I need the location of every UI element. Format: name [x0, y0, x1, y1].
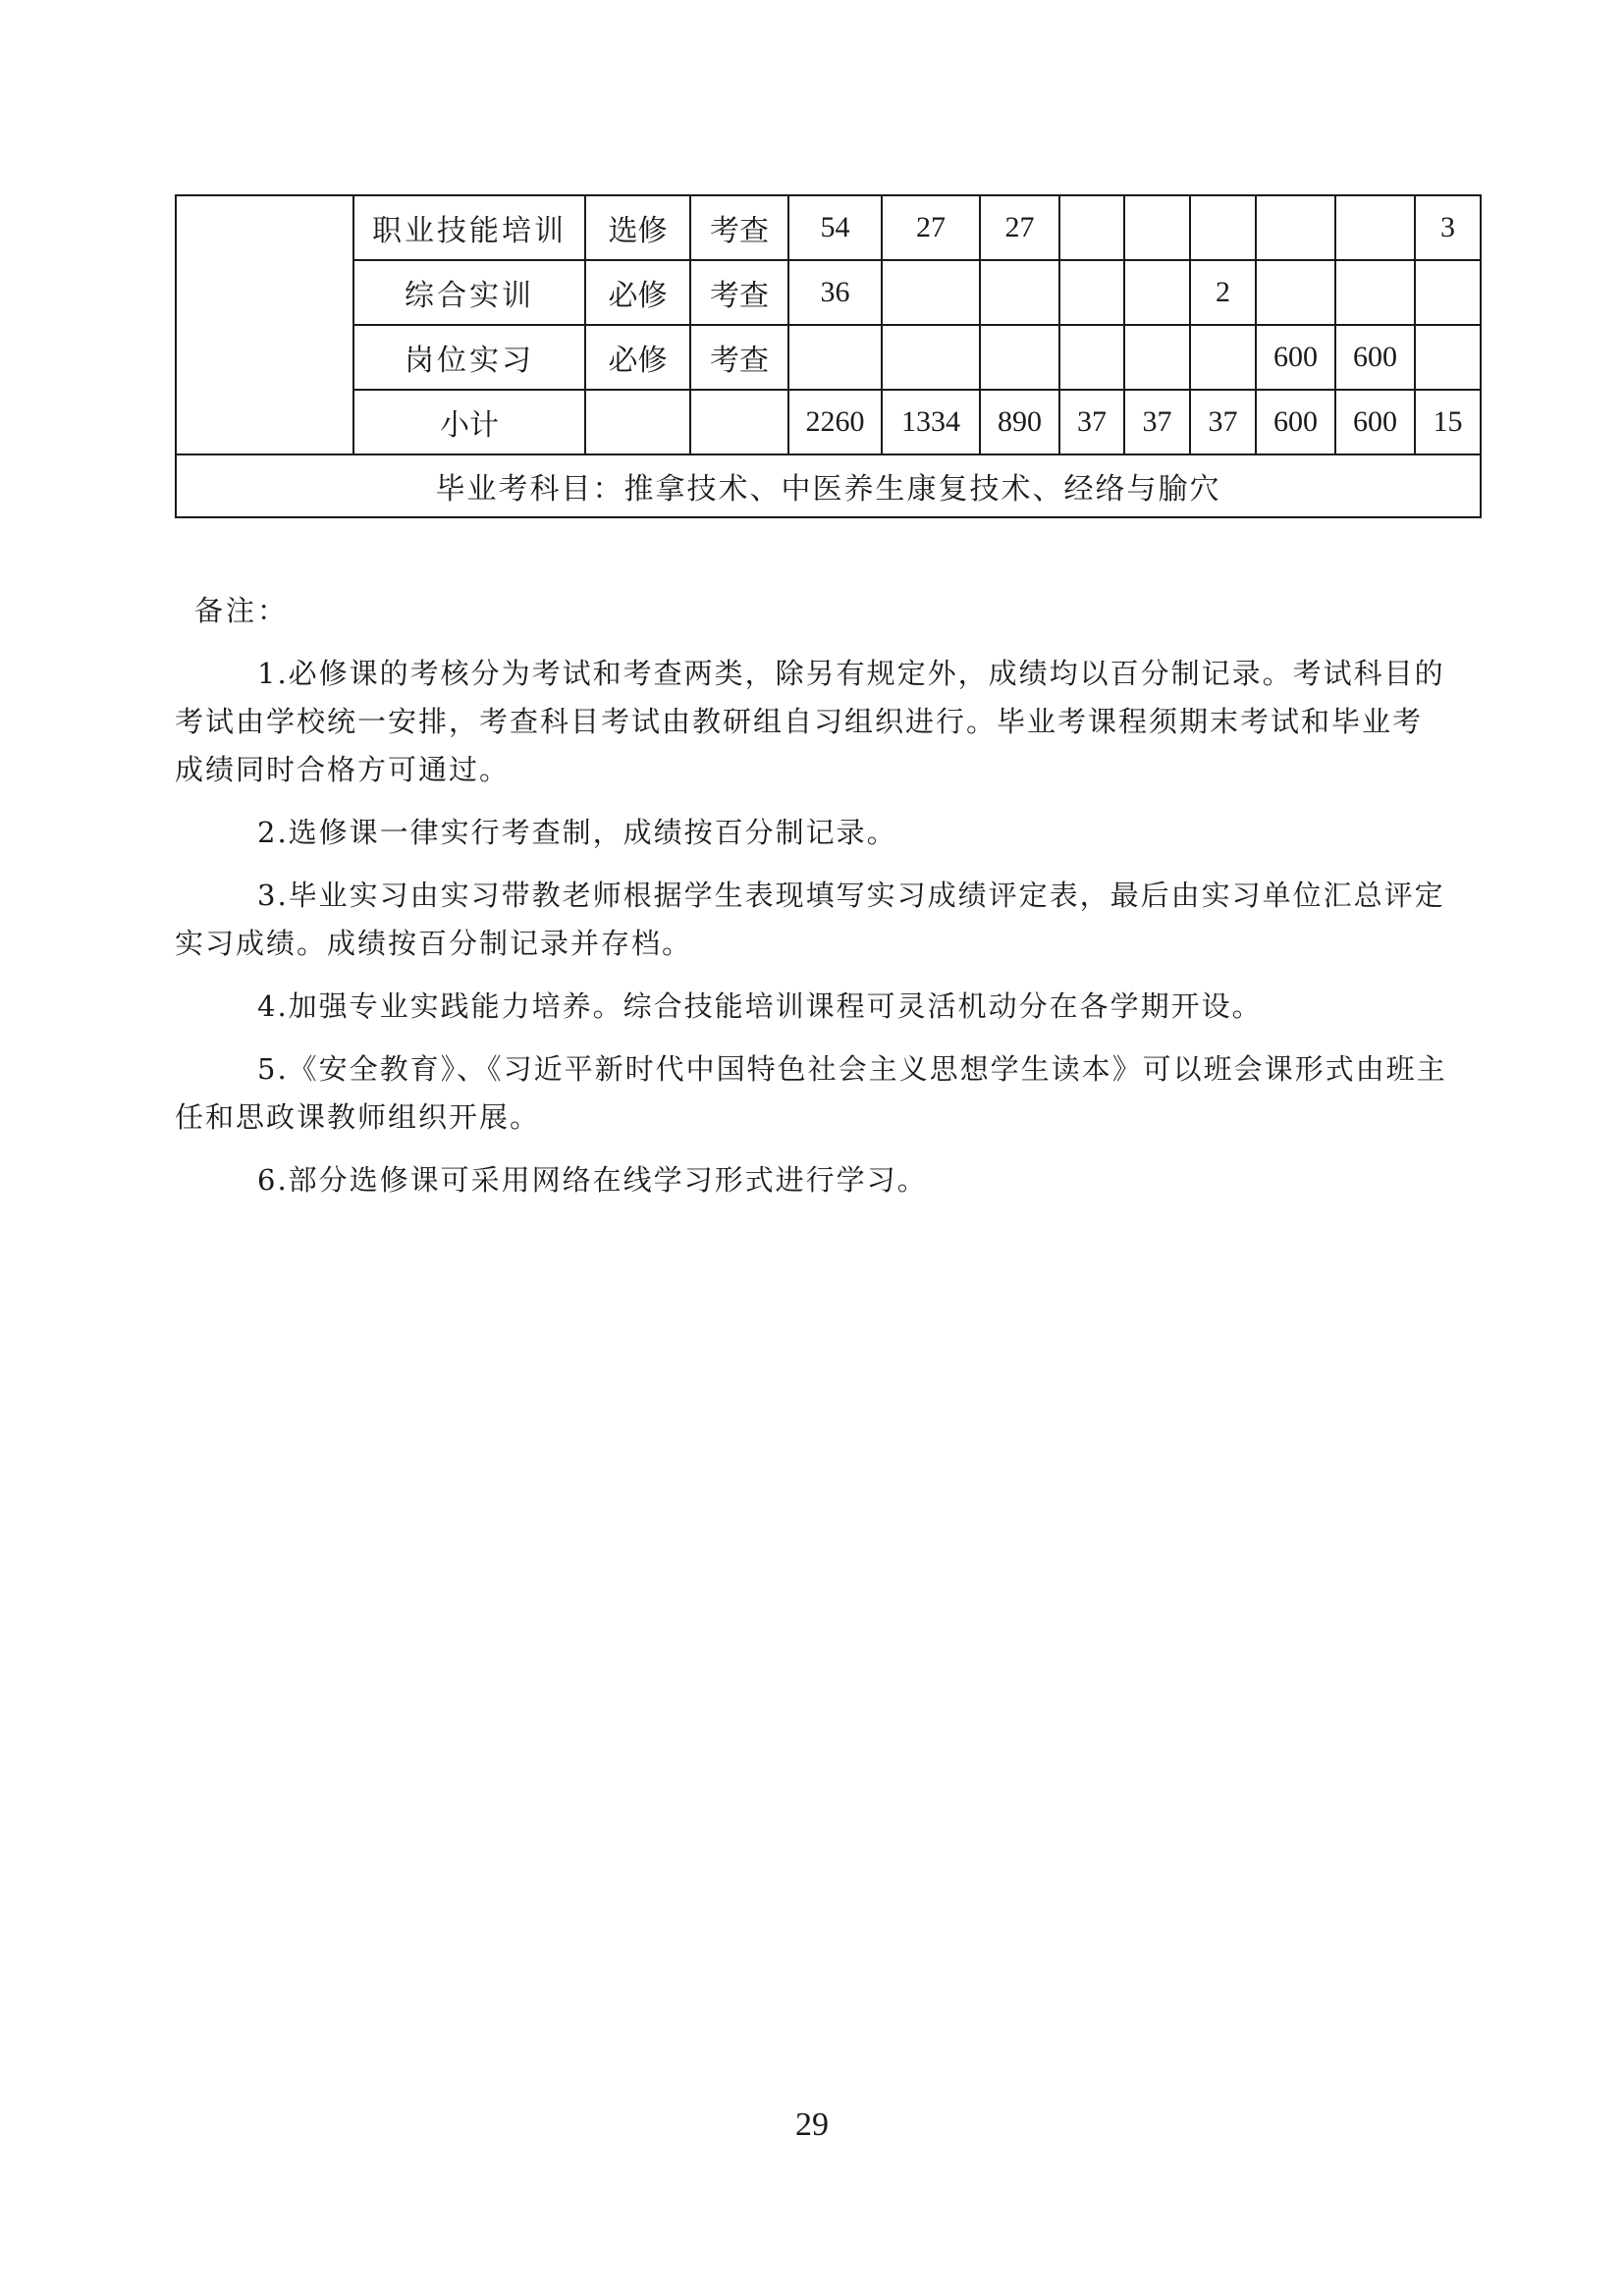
semester-6-cell: 3 [1415, 195, 1481, 260]
theory-hours-cell [882, 325, 980, 390]
semester-1-cell [1059, 260, 1124, 325]
semester-6-cell [1415, 260, 1481, 325]
assessment-cell: 考查 [690, 325, 788, 390]
semester-5-cell [1335, 195, 1415, 260]
assessment-cell: 考查 [690, 195, 788, 260]
practice-hours-cell [980, 260, 1059, 325]
subtotal-row [176, 390, 1481, 454]
semester-4-cell: 600 [1256, 325, 1335, 390]
practice-hours-cell [980, 325, 1059, 390]
semester-2-cell [1124, 260, 1190, 325]
course-type-cell: 必修 [585, 260, 690, 325]
graduation-subjects-text: 毕业考科目：推拿技术、中医养生康复技术、经络与腧穴 [176, 454, 1481, 517]
course-type-cell: 必修 [585, 325, 690, 390]
graduation-subjects-row [176, 454, 1481, 517]
theory-hours-cell: 27 [882, 195, 980, 260]
semester-3-cell [1190, 325, 1256, 390]
total-hours-cell: 2260 [788, 390, 882, 454]
semester-3-cell: 2 [1190, 260, 1256, 325]
notes-section [175, 587, 1451, 1219]
table-row [176, 260, 1481, 325]
semester-4-cell: 600 [1256, 390, 1335, 454]
note-item: 5.《安全教育》、《习近平新时代中国特色社会主义思想学生读本》可以班会课形式由班主任和思政课教师组织开展。 [175, 1052, 1447, 1134]
total-hours-cell: 36 [788, 260, 882, 325]
course-schedule-table [175, 194, 1482, 518]
course-name-cell: 职业技能培训 [353, 195, 585, 260]
semester-5-cell [1335, 260, 1415, 325]
semester-1-cell [1059, 195, 1124, 260]
theory-hours-cell: 1334 [882, 390, 980, 454]
semester-6-cell [1415, 325, 1481, 390]
course-name-cell: 综合实训 [353, 260, 585, 325]
notes-heading: 备注： [194, 594, 290, 627]
note-item: 3.毕业实习由实习带教老师根据学生表现填写实习成绩评定表，最后由实习单位汇总评定实习成绩。成绩按百分制记录并存档。 [175, 879, 1445, 960]
semester-4-cell [1256, 195, 1335, 260]
note-item: 1.必修课的考核分为考试和考查两类，除另有规定外，成绩均以百分制记录。考试科目的考试由学校统一安排，考查科目考试由教研组自习组织进行。毕业考课程须期末考试和毕业考成绩同时合格方可通过。 [175, 657, 1445, 786]
practice-hours-cell: 890 [980, 390, 1059, 454]
course-type-cell [585, 390, 690, 454]
course-type-cell: 选修 [585, 195, 690, 260]
semester-2-cell [1124, 325, 1190, 390]
semester-2-cell: 37 [1124, 390, 1190, 454]
total-hours-cell: 54 [788, 195, 882, 260]
semester-6-cell: 15 [1415, 390, 1481, 454]
page-number: 29 [795, 2107, 829, 2143]
semester-5-cell: 600 [1335, 325, 1415, 390]
assessment-cell: 考查 [690, 260, 788, 325]
practice-hours-cell: 27 [980, 195, 1059, 260]
semester-3-cell [1190, 195, 1256, 260]
note-item: 6.部分选修课可采用网络在线学习形式进行学习。 [257, 1163, 928, 1197]
semester-4-cell [1256, 260, 1335, 325]
theory-hours-cell [882, 260, 980, 325]
category-cell [176, 195, 353, 454]
semester-5-cell: 600 [1335, 390, 1415, 454]
assessment-cell [690, 390, 788, 454]
subtotal-label: 小计 [353, 390, 585, 454]
semester-1-cell: 37 [1059, 390, 1124, 454]
note-item: 2.选修课一律实行考查制，成绩按百分制记录。 [257, 816, 897, 849]
table-row [176, 195, 1481, 260]
semester-1-cell [1059, 325, 1124, 390]
table-row [176, 325, 1481, 390]
semester-2-cell [1124, 195, 1190, 260]
course-name-cell: 岗位实习 [353, 325, 585, 390]
total-hours-cell [788, 325, 882, 390]
note-item: 4.加强专业实践能力培养。综合技能培训课程可灵活机动分在各学期开设。 [257, 989, 1263, 1023]
semester-3-cell: 37 [1190, 390, 1256, 454]
